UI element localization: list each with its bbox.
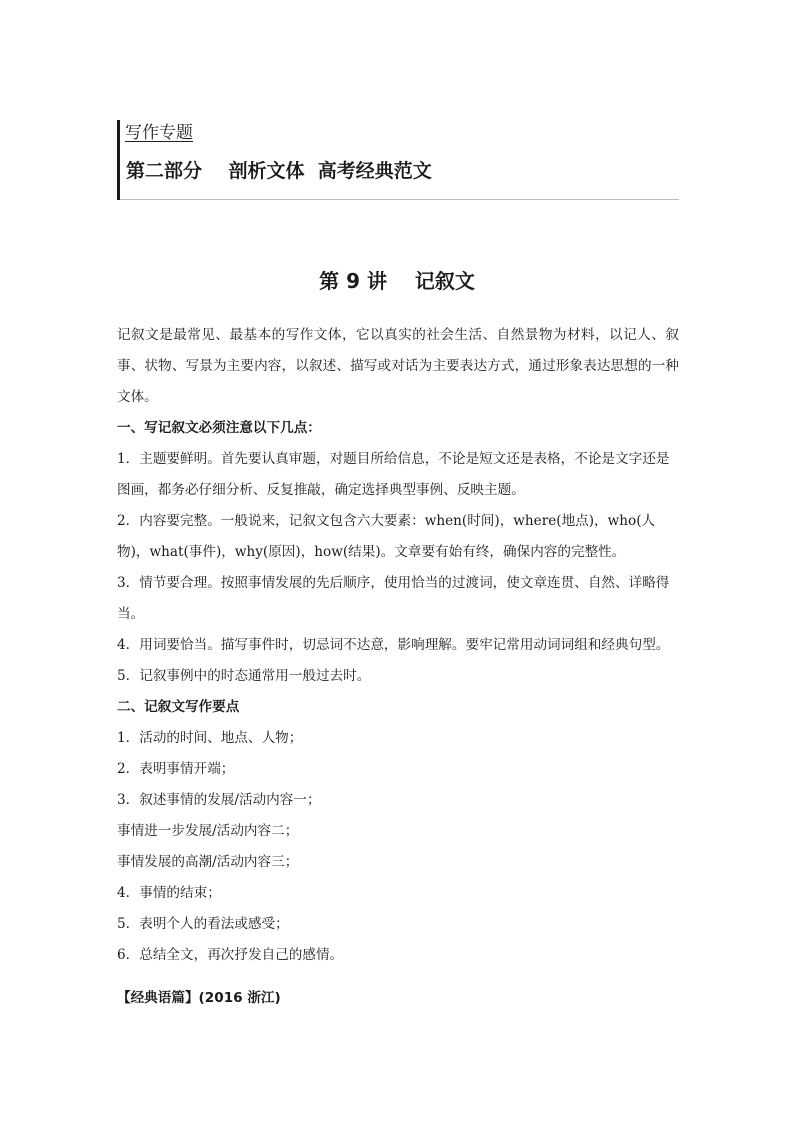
list-item: 2．表明事情开端； bbox=[117, 761, 235, 777]
part-title: 第二部分 剖析文体 高考经典范文 bbox=[126, 160, 432, 182]
document-body bbox=[117, 320, 679, 971]
header-accent-bar bbox=[117, 120, 120, 200]
list-item: 3．叙述事情的发展/活动内容一； bbox=[117, 792, 321, 808]
list-item: 1．主题要鲜明。首先要认真审题，对题目所给信息，不论是短文还是表格，不论是文字还是图画，都务必仔细分析、反复推敲，确定选择典型事例、反映主题。 bbox=[117, 451, 670, 498]
list-item: 4．用词要恰当。描写事件时，切忌词不达意，影响理解。要牢记常用动词词组和经典句型。 bbox=[117, 637, 670, 653]
lecture-title: 第 9 讲 记叙文 bbox=[319, 269, 475, 293]
series-label: 写作专题 bbox=[125, 123, 193, 143]
list-item: 5．表明个人的看法或感受； bbox=[117, 916, 289, 932]
list-item: 4．事情的结束； bbox=[117, 885, 221, 901]
list-item: 事情进一步发展/活动内容二； bbox=[117, 823, 299, 839]
list-item: 3．情节要合理。按照事情发展的先后顺序，使用恰当的过渡词，使文章连贯、自然、详略得当。 bbox=[117, 575, 670, 622]
list-item: 5．记叙事例中的时态通常用一般过去时。 bbox=[117, 668, 371, 684]
intro-paragraph: 记叙文是最常见、最基本的写作文体，它以真实的社会生活、自然景物为材料，以记人、叙事、状物、写景为主要内容，以叙述、描写或对话为主要表达方式，通过形象表达思想的一种文体。 bbox=[117, 327, 679, 405]
section2-heading: 二、记叙文写作要点 bbox=[117, 699, 240, 715]
list-item: 6．总结全文，再次抒发自己的感情。 bbox=[117, 947, 344, 963]
source-label: 【经典语篇】(2016 浙江) bbox=[117, 990, 281, 1006]
list-item: 2．内容要完整。一般说来，记叙文包含六大要素：when(时间)，where(地点)，who(人物)，what(事件)，why(原因)，how(结果)。文章要有始有终，确保内容的完整性。 bbox=[117, 513, 656, 560]
list-item: 1．活动的时间、地点、人物； bbox=[117, 730, 303, 746]
header-divider bbox=[120, 199, 679, 200]
list-item: 事情发展的高潮/活动内容三； bbox=[117, 854, 299, 870]
section-header bbox=[117, 120, 679, 200]
section1-heading: 一、写记叙文必须注意以下几点： bbox=[117, 420, 321, 436]
